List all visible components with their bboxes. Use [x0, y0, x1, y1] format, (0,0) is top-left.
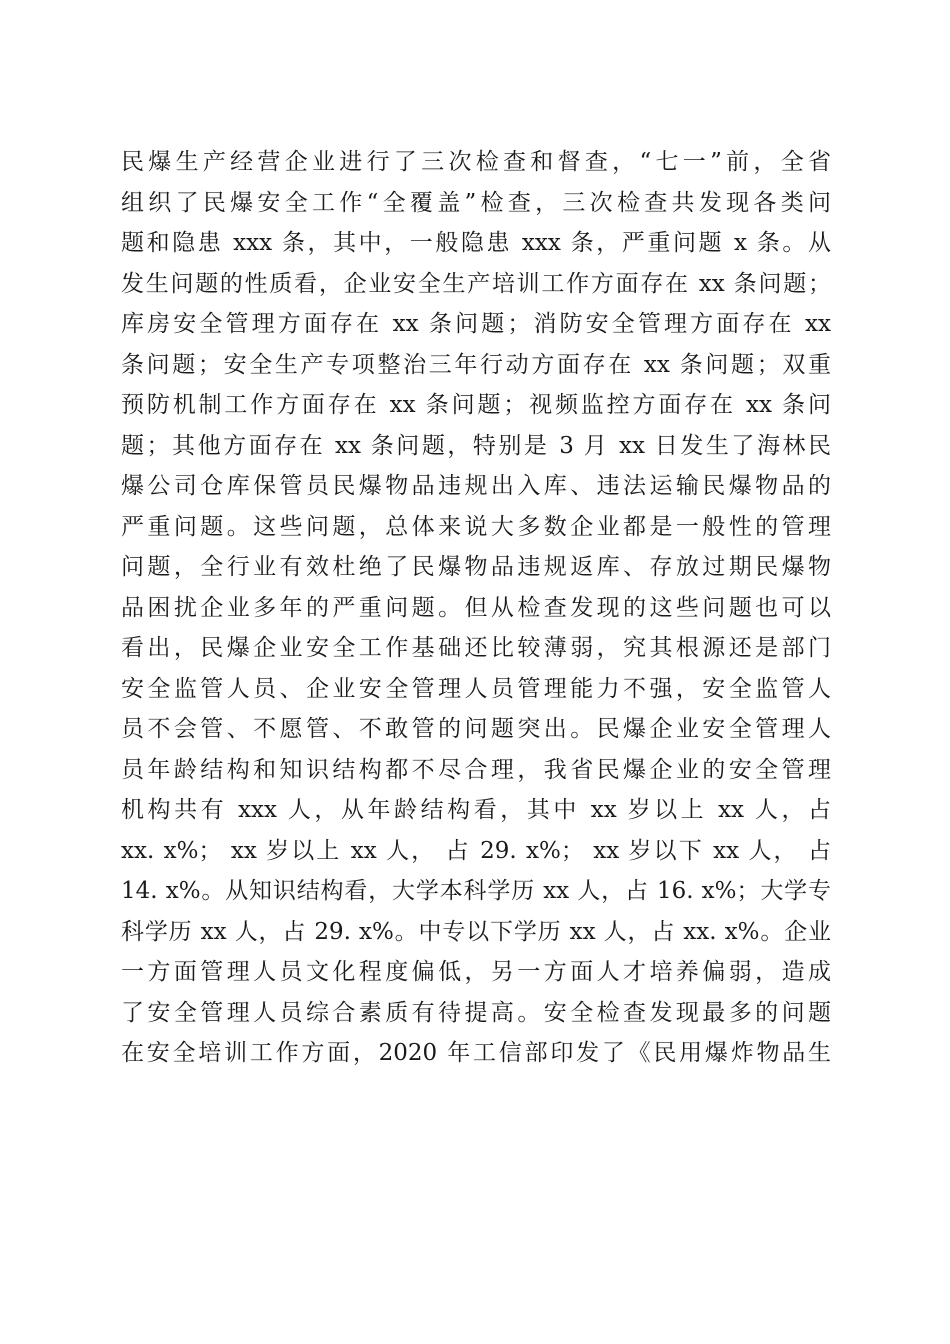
text-line: 题和隐患 xxx 条，其中，一般隐患 xxx 条，严重问题 x 条。从: [121, 230, 831, 256]
body-paragraph: [121, 142, 831, 1074]
text-line: 机构共有 xxx 人，从年龄结构看，其中 xx 岁以上 xx 人，占: [121, 797, 831, 823]
text-line: 安全监管人员、企业安全管理人员管理能力不强，安全监管人: [121, 675, 831, 702]
text-line: 问题，全行业有效杜绝了民爆物品违规返库、存放过期民爆物: [121, 554, 831, 580]
text-line: 品困扰企业多年的严重问题。但从检查发现的这些问题也可以: [121, 594, 831, 621]
text-line: 发生问题的性质看，企业安全生产培训工作方面存在 xx 条问题；: [121, 270, 831, 297]
text-line: 库房安全管理方面存在 xx 条问题；消防安全管理方面存在 xx: [121, 311, 831, 337]
text-line: 员不会管、不愿管、不敢管的问题突出。民爆企业安全管理人: [121, 716, 831, 742]
text-line: 民爆生产经营企业进行了三次检查和督查，“七一”前，全省: [121, 149, 831, 175]
text-line: 预防机制工作方面存在 xx 条问题；视频监控方面存在 xx 条问: [121, 392, 831, 418]
text-line: 爆公司仓库保管员民爆物品违规出入库、违法运输民爆物品的: [121, 473, 831, 499]
text-line: 严重问题。这些问题，总体来说大多数企业都是一般性的管理: [121, 513, 831, 540]
text-line: 在安全培训工作方面，2020 年工信部印发了《民用爆炸物品生: [121, 1040, 831, 1066]
text-line: 员年龄结构和知识结构都不尽合理，我省民爆企业的安全管理: [121, 756, 831, 783]
text-line: 题；其他方面存在 xx 条问题，特别是 3 月 xx 日发生了海林民: [121, 432, 831, 459]
text-line: 组织了民爆安全工作“全覆盖”检查，三次检查共发现各类问: [121, 189, 831, 216]
text-line: 科学历 xx 人，占 29. x%。中专以下学历 xx 人，占 xx. x%。企业: [121, 918, 831, 945]
text-line: 14. x%。从知识结构看，大学本科学历 xx 人，占 16. x%；大学专: [121, 878, 831, 904]
text-line: xx. x%； xx 岁以上 xx 人， 占 29. x%； xx 岁以下 xx 人， 占: [121, 837, 831, 864]
text-line: 看出，民爆企业安全工作基础还比较薄弱，究其根源还是部门: [121, 635, 831, 661]
text-line: 一方面管理人员文化程度偏低，另一方面人才培养偏弱，造成: [121, 959, 831, 985]
text-line: 了安全管理人员综合素质有待提高。安全检查发现最多的问题: [121, 999, 831, 1026]
text-line: 条问题；安全生产专项整治三年行动方面存在 xx 条问题；双重: [121, 351, 831, 378]
